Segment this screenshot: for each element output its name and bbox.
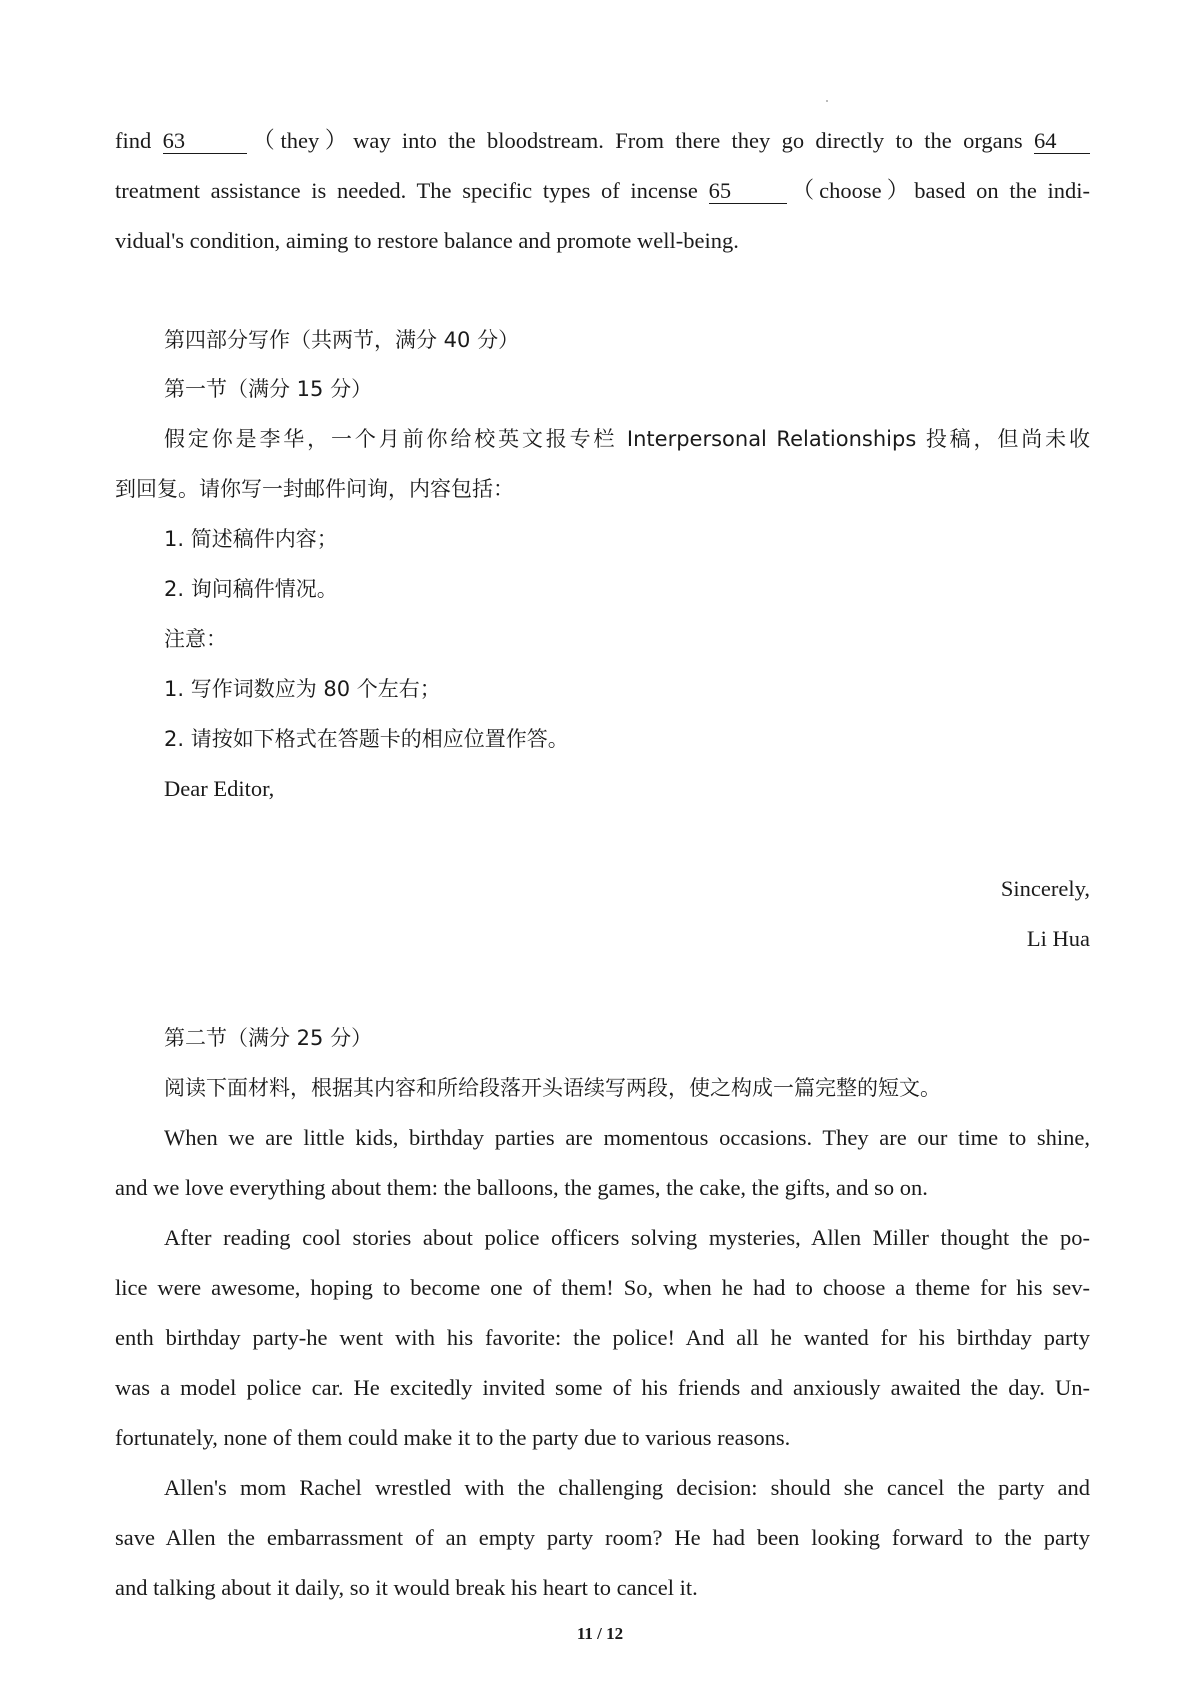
letter-salutation: Dear Editor, (164, 776, 275, 801)
blank-65: 65 (709, 179, 787, 204)
section1-prompt-line-2: 到回复。请你写一封邮件问询，内容包括： (115, 477, 514, 501)
story-para1-line: When we are little kids, birthday parties are momentous occasions. They are our time to shine, (164, 1125, 1090, 1150)
blank-63: 63 (163, 129, 247, 154)
passage-line-2 (115, 176, 1090, 206)
passage-line-1 (115, 126, 1090, 156)
story-para3-line: save Allen the embarrassment of an empty party room? He had been looking forward to the party (115, 1525, 1090, 1550)
letter-signature: Li Hua (1026, 926, 1090, 951)
page-number: 11 / 12 (576, 1624, 624, 1643)
story-para2-line: was a model police car. He excitedly invited some of his friends and anxiously awaited the day. Un- (115, 1375, 1090, 1400)
section1-prompt-line-1: 假定你是李华，一个月前你给校英文报专栏 Interpersonal Relationships 投稿，但尚未收 (164, 427, 1090, 451)
letter-closing: Sincerely, (1000, 876, 1090, 901)
story-para2-line: fortunately, none of them could make it to the party due to various reasons. (115, 1425, 791, 1450)
passage-text: find (115, 128, 163, 153)
story-para2-line: After reading cool stories about police officers solving mysteries, Allen Miller thought the po- (164, 1225, 1090, 1250)
section1-heading: 第一节（满分 15 分） (164, 377, 373, 401)
part4-heading: 第四部分写作（共两节，满分 40 分） (164, 328, 520, 352)
story-para2-line: lice were awesome, hoping to become one of them! So, when he had to choose a theme for his sev- (115, 1275, 1090, 1300)
passage-text: （they）way into the bloodstream. From there they go directly to the organs (246, 128, 1034, 153)
content-item-2: 2. 询问稿件情况。 (164, 577, 338, 601)
story-para2-line: enth birthday party-he went with his favorite: the police! And all he wanted for his birthday party (115, 1325, 1090, 1350)
section2-heading: 第二节（满分 25 分） (164, 1026, 373, 1050)
story-para1-line: and we love everything about them: the balloons, the games, the cake, the gifts, and so on. (115, 1175, 928, 1200)
passage-text: treatment assistance is needed. The specific types of incense (115, 178, 709, 203)
note-item-2: 2. 请按如下格式在答题卡的相应位置作答。 (164, 727, 569, 751)
notes-label: 注意： (164, 627, 227, 651)
section2-instruction: 阅读下面材料，根据其内容和所给段落开头语续写两段，使之构成一篇完整的短文。 (164, 1076, 941, 1100)
story-para3-line: Allen's mom Rachel wrestled with the challenging decision: should she cancel the party and (164, 1475, 1090, 1500)
speck (826, 100, 828, 102)
blank-64: 64 (1034, 129, 1090, 154)
note-item-1: 1. 写作词数应为 80 个左右； (164, 677, 441, 701)
passage-text: （choose）based on the indi- (786, 178, 1090, 203)
passage-line-3: vidual's condition, aiming to restore balance and promote well-being. (115, 228, 739, 253)
content-item-1: 1. 简述稿件内容； (164, 527, 338, 551)
story-para3-line: and talking about it daily, so it would break his heart to cancel it. (115, 1575, 698, 1600)
